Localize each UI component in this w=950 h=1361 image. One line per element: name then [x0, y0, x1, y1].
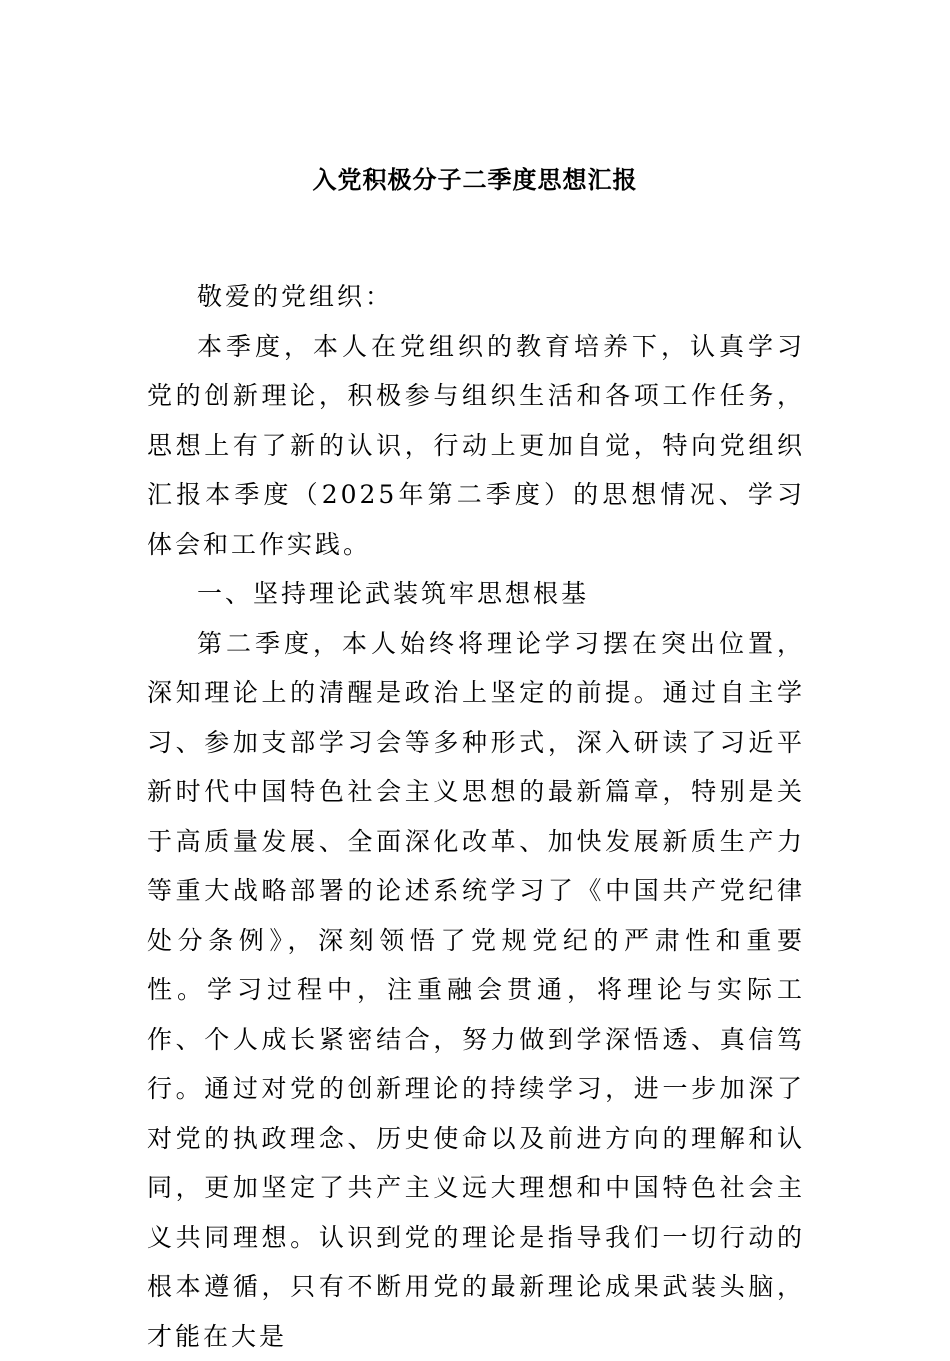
document-body — [147, 272, 805, 1361]
salutation: 敬爱的党组织： — [147, 272, 805, 322]
section-heading: 一、坚持理论武装筑牢思想根基 — [147, 569, 805, 619]
intro-paragraph: 本季度，本人在党组织的教育培养下，认真学习党的创新理论，积极参与组织生活和各项工作任务，思想上有了新的认识，行动上更加自觉，特向党组织汇报本季度（2025年第二季度）的思想情况、学习体会和工作实践。 — [147, 322, 805, 570]
document-title: 入党积极分子二季度思想汇报 — [0, 160, 950, 200]
section-paragraph: 第二季度，本人始终将理论学习摆在突出位置，深知理论上的清醒是政治上坚定的前提。通过自主学习、参加支部学习会等多种形式，深入研读了习近平新时代中国特色社会主义思想的最新篇章，特别是关于高质量发展、全面深化改革、加快发展新质生产力等重大战略部署的论述系统学习了《中国共产党纪律处分条例》，深刻领悟了党规党纪的严肃性和重要性。学习过程中，注重融会贯通，将理论与实际工作、个人成长紧密结合，努力做到学深悟透、真信笃行。通过对党的创新理论的持续学习，进一步加深了对党的执政理念、历史使命以及前进方向的理解和认同，更加坚定了共产主义远大理想和中国特色社会主义共同理想。认识到党的理论是指导我们一切行动的根本遵循，只有不断用党的最新理论成果武装头脑，才能在大是 — [147, 619, 805, 1361]
